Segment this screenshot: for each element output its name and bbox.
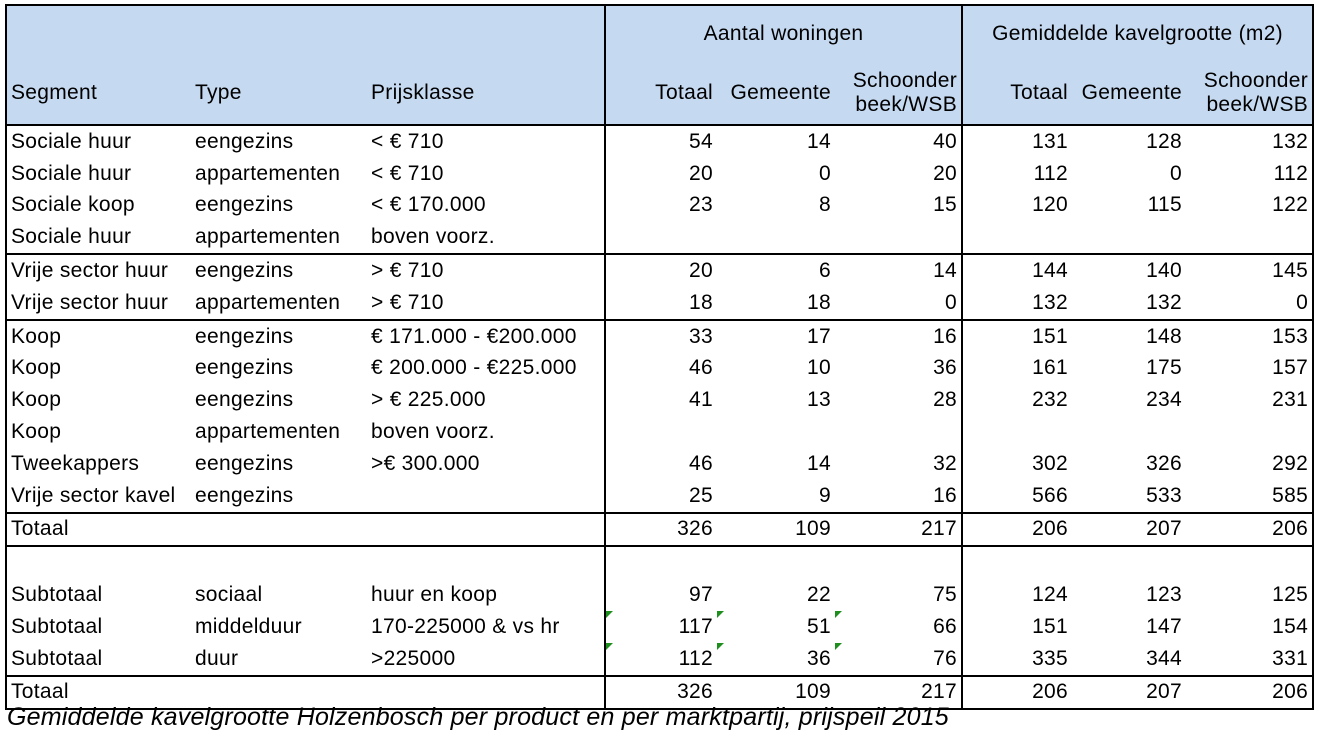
cell-prijsklasse: < € 710 <box>371 129 444 153</box>
cell-aantal-schoonderbeek: 15 <box>933 193 958 217</box>
cell-aantal-totaal <box>605 221 717 254</box>
cell-prijsklasse: € 171.000 - €200.000 <box>367 320 605 353</box>
cell-kavel-totaal: 131 <box>962 125 1072 158</box>
cell-kavel-totaal: 232 <box>962 384 1072 416</box>
cell-kavel-schoonderbeek: 585 <box>1272 483 1309 507</box>
cell-aantal-schoonderbeek: 16 <box>835 320 962 353</box>
header-schoonder-line2: beek/WSB <box>855 93 958 116</box>
cell-aantal-totaal: 25 <box>605 480 717 513</box>
cell-segment: Koop <box>11 388 62 412</box>
cell-kavel-schoonderbeek: 154 <box>1272 614 1309 638</box>
cell-kavel-gemeente: 115 <box>1147 193 1183 217</box>
cell-type: eengezins <box>195 129 294 153</box>
cell-kavel-totaal: 144 <box>962 254 1072 287</box>
cell-kavel-gemeente: 533 <box>1146 483 1183 507</box>
cell-segment: Vrije sector huur <box>11 290 169 314</box>
cell-aantal-totaal <box>605 416 717 448</box>
header-row-columns <box>6 62 1313 125</box>
cell-segment: Vrije sector kavel <box>11 483 176 507</box>
table-row <box>6 384 1313 416</box>
cell-type: sociaal <box>195 583 263 607</box>
table-row <box>6 158 1313 190</box>
cell-segment: Subtotaal <box>11 646 103 670</box>
cell-prijsklasse: > € 225.000 <box>371 388 486 412</box>
cell-prijsklasse: boven voorz. <box>371 225 495 249</box>
cell-segment: Tweekappers <box>11 451 140 475</box>
cell-type: duur <box>195 646 239 670</box>
table-row <box>6 254 1313 287</box>
cell-kavel-gemeente: 148 <box>1072 320 1186 353</box>
cell-kavel-totaal <box>962 221 1072 254</box>
cell-type: eengezins <box>195 451 294 475</box>
cell-kavel-schoonderbeek: 122 <box>1272 193 1309 217</box>
header-aantal-woningen: Aantal woningen <box>605 5 962 62</box>
cell-aantal-totaal: 20 <box>605 254 717 287</box>
cell-kavel-gemeente: 140 <box>1072 254 1186 287</box>
cell-aantal-totaal: 112 <box>605 643 717 676</box>
cell-aantal-totaal: 20 <box>605 158 717 190</box>
cell-aantal-gemeente: 10 <box>807 356 832 380</box>
header-gemiddelde-kavelgrootte: Gemiddelde kavelgrootte (m2) <box>962 5 1313 62</box>
cell-aantal-gemeente: 0 <box>819 161 832 185</box>
cell-aantal-totaal: 97 <box>605 579 717 611</box>
cell-prijsklasse: € 200.000 - €225.000 <box>371 356 577 380</box>
table-row <box>6 480 1313 513</box>
cell-aantal-gemeente: 109 <box>717 513 835 547</box>
cell-aantal-schoonderbeek: 76 <box>835 643 962 676</box>
cell-kavel-gemeente <box>1072 221 1186 254</box>
table-row <box>6 320 1313 353</box>
cell-kavel-gemeente: 0 <box>1170 161 1183 185</box>
cell-aantal-gemeente: 51 <box>717 611 835 643</box>
header-row-groups <box>6 5 1313 62</box>
cell-kavel-schoonderbeek: 331 <box>1272 646 1309 670</box>
cell-aantal-gemeente: 36 <box>717 643 835 676</box>
cell-aantal-totaal: 54 <box>605 125 717 158</box>
cell-aantal-gemeente: 13 <box>807 388 832 412</box>
header-schoonder-line1: Schoonder <box>852 69 958 92</box>
table-row <box>6 125 1313 158</box>
cell-aantal-schoonderbeek: 32 <box>933 451 958 475</box>
cell-segment: Sociale koop <box>11 193 135 217</box>
cell-kavel-schoonderbeek: 112 <box>1273 161 1309 185</box>
table-row <box>6 190 1313 222</box>
subtotal-row <box>6 579 1313 611</box>
header-prijsklasse: Prijsklasse <box>367 62 605 125</box>
cell-segment: Koop <box>11 356 62 380</box>
cell-kavel-schoonderbeek: 125 <box>1272 583 1309 607</box>
cell-kavel-totaal <box>962 416 1072 448</box>
cell-kavel-gemeente: 147 <box>1146 614 1183 638</box>
cell-kavel-gemeente: 207 <box>1072 676 1186 710</box>
cell-prijsklasse: > € 710 <box>371 290 444 314</box>
cell-prijsklasse: >225000 <box>371 646 456 670</box>
cell-kavel-schoonderbeek <box>1186 221 1313 254</box>
cell-aantal-gemeente: 109 <box>717 676 835 710</box>
cell-type: middelduur <box>195 614 302 638</box>
cell-aantal-gemeente: 9 <box>819 483 832 507</box>
cell-aantal-schoonderbeek <box>835 416 962 448</box>
cell-aantal-totaal: 41 <box>605 384 717 416</box>
table-row <box>6 221 1313 254</box>
cell-segment: Sociale huur <box>11 129 132 153</box>
cell-aantal-schoonderbeek: 75 <box>933 583 958 607</box>
table-row <box>6 448 1313 480</box>
cell-aantal-schoonderbeek: 217 <box>835 513 962 547</box>
cell-prijsklasse: < € 710 <box>371 161 444 185</box>
cell-aantal-schoonderbeek: 16 <box>933 483 958 507</box>
cell-segment: Sociale huur <box>11 161 132 185</box>
subtotal-row <box>6 611 1313 643</box>
cell-aantal-schoonderbeek: 66 <box>835 611 962 643</box>
cell-kavel-gemeente: 132 <box>1146 290 1183 314</box>
cell-type: appartementen <box>195 225 341 249</box>
cell-kavel-gemeente: 128 <box>1146 129 1183 153</box>
cell-aantal-totaal: 23 <box>605 190 717 222</box>
spacer-row <box>6 546 1313 579</box>
cell-aantal-totaal: 46 <box>605 353 717 385</box>
cell-aantal-gemeente: 14 <box>807 129 832 153</box>
cell-totaal-label: Totaal <box>6 513 605 547</box>
cell-segment: Subtotaal <box>11 614 103 638</box>
cell-aantal-schoonderbeek <box>835 221 962 254</box>
cell-aantal-schoonderbeek: 40 <box>933 129 958 153</box>
cell-aantal-gemeente: 22 <box>807 583 832 607</box>
cell-aantal-totaal: 326 <box>605 513 717 547</box>
cell-kavel-totaal: 161 <box>962 353 1072 385</box>
header-aantal-gemeente: Gemeente <box>717 62 835 125</box>
header-schoonder-line1: Schoonder <box>1203 69 1309 92</box>
cell-type: appartementen <box>195 161 341 185</box>
cell-type: appartementen <box>195 290 341 314</box>
cell-prijsklasse: < € 170.000 <box>371 193 486 217</box>
header-kavel-gemeente: Gemeente <box>1072 62 1186 125</box>
cell-totaal-label: Totaal <box>6 676 605 710</box>
cell-aantal-gemeente <box>717 221 835 254</box>
cell-kavel-schoonderbeek: 157 <box>1272 356 1309 380</box>
cell-kavel-schoonderbeek: 206 <box>1186 513 1313 547</box>
cell-type: appartementen <box>195 420 341 444</box>
cell-prijsklasse: 170-225000 & vs hr <box>371 614 560 638</box>
cell-kavel-totaal: 206 <box>962 513 1072 547</box>
cell-aantal-schoonderbeek: 14 <box>835 254 962 287</box>
cell-prijsklasse: >€ 300.000 <box>371 451 480 475</box>
table-row <box>6 353 1313 385</box>
cell-prijsklasse <box>367 480 605 513</box>
cell-kavel-schoonderbeek: 292 <box>1272 451 1309 475</box>
header-schoonder-line2: beek/WSB <box>1206 93 1309 116</box>
cell-kavel-totaal: 112 <box>962 158 1072 190</box>
cell-type: eengezins <box>191 320 367 353</box>
header-aantal-totaal: Totaal <box>605 62 717 125</box>
cell-prijsklasse: huur en koop <box>371 583 498 607</box>
cell-aantal-schoonderbeek: 20 <box>933 161 958 185</box>
cell-type: eengezins <box>195 388 294 412</box>
cell-aantal-schoonderbeek: 217 <box>835 676 962 710</box>
header-kavel-totaal: Totaal <box>962 62 1072 125</box>
cell-prijsklasse: > € 710 <box>367 254 605 287</box>
cell-kavel-gemeente: 326 <box>1146 451 1183 475</box>
cell-aantal-totaal: 46 <box>605 448 717 480</box>
cell-kavel-totaal: 120 <box>962 190 1072 222</box>
cell-kavel-gemeente: 123 <box>1146 583 1183 607</box>
cell-aantal-gemeente: 17 <box>717 320 835 353</box>
cell-aantal-gemeente: 6 <box>717 254 835 287</box>
cell-prijsklasse: boven voorz. <box>371 420 495 444</box>
cell-kavel-gemeente: 234 <box>1146 388 1183 412</box>
cell-kavel-schoonderbeek: 231 <box>1272 388 1309 412</box>
cell-segment: Subtotaal <box>11 583 103 607</box>
cell-kavel-totaal: 151 <box>962 320 1072 353</box>
cell-kavel-totaal: 132 <box>962 287 1072 320</box>
cell-aantal-totaal: 117 <box>605 611 717 643</box>
cell-kavel-totaal: 302 <box>962 448 1072 480</box>
cell-aantal-schoonderbeek: 28 <box>933 388 958 412</box>
cell-type: eengezins <box>195 356 294 380</box>
cell-aantal-totaal: 33 <box>605 320 717 353</box>
table-row <box>6 287 1313 320</box>
cell-aantal-schoonderbeek: 36 <box>933 356 958 380</box>
cell-aantal-gemeente: 14 <box>807 451 832 475</box>
cell-aantal-totaal: 326 <box>605 676 717 710</box>
header-kavel-schoonderbeek <box>1186 62 1313 125</box>
cell-type: eengezins <box>191 254 367 287</box>
cell-kavel-gemeente <box>1072 416 1186 448</box>
header-type: Type <box>191 62 367 125</box>
cell-kavel-schoonderbeek: 206 <box>1186 676 1313 710</box>
cell-kavel-totaal: 566 <box>962 480 1072 513</box>
cell-kavel-schoonderbeek: 132 <box>1272 129 1309 153</box>
cell-aantal-schoonderbeek: 0 <box>945 290 958 314</box>
data-table-frame <box>5 4 1313 704</box>
header-segment: Segment <box>6 62 191 125</box>
cell-aantal-totaal: 18 <box>605 287 717 320</box>
cell-kavel-totaal: 151 <box>962 611 1072 643</box>
totaal-row <box>6 513 1313 547</box>
cell-aantal-gemeente <box>717 416 835 448</box>
subtotal-row <box>6 643 1313 676</box>
cell-kavel-schoonderbeek: 153 <box>1186 320 1313 353</box>
cell-kavel-schoonderbeek <box>1186 416 1313 448</box>
table-caption: Gemiddelde kavelgrootte Holzenbosch per product en per marktpartij, prijspeil 2015 <box>7 703 949 731</box>
cell-type: eengezins <box>195 483 294 507</box>
cell-segment: Vrije sector huur <box>6 254 191 287</box>
cell-kavel-totaal: 206 <box>962 676 1072 710</box>
cell-kavel-gemeente: 207 <box>1072 513 1186 547</box>
cell-kavel-totaal: 335 <box>962 643 1072 676</box>
cell-kavel-totaal: 124 <box>962 579 1072 611</box>
cell-segment: Koop <box>6 320 191 353</box>
kavelgrootte-table <box>5 4 1314 710</box>
cell-segment: Koop <box>11 420 62 444</box>
cell-aantal-gemeente: 18 <box>807 290 832 314</box>
cell-kavel-schoonderbeek: 0 <box>1296 290 1309 314</box>
cell-type: eengezins <box>195 193 294 217</box>
cell-kavel-gemeente: 175 <box>1146 356 1183 380</box>
cell-segment: Sociale huur <box>11 225 132 249</box>
table-row <box>6 416 1313 448</box>
cell-kavel-schoonderbeek: 145 <box>1186 254 1313 287</box>
header-aantal-schoonderbeek <box>835 62 962 125</box>
cell-kavel-gemeente: 344 <box>1146 646 1183 670</box>
cell-aantal-gemeente: 8 <box>819 193 832 217</box>
